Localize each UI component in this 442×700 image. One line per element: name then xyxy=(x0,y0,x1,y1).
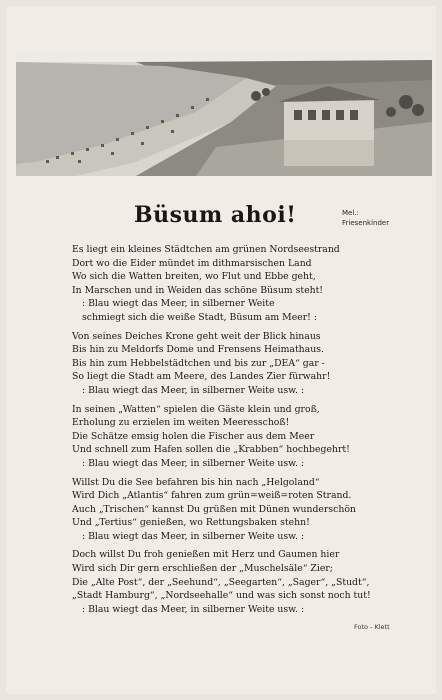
chorus-line: : Blau wiegt das Meer, in silberner Weite xyxy=(82,298,275,310)
photo-credit: Foto - Klett xyxy=(354,623,390,631)
lyric-line: Auch „Trischen“ kannst Du grüßen mit Dünen wunderschön xyxy=(72,503,356,515)
beach-photo-image xyxy=(16,52,432,176)
lyric-line: Die Schätze emsig holen die Fischer aus dem Meer xyxy=(72,430,315,442)
lyric-line: „Stadt Hamburg“, „Nordseehalle“ und was sich sonst noch tut! xyxy=(72,590,371,602)
chorus-line: : Blau wiegt das Meer, in silberner Weite usw. : xyxy=(82,384,305,396)
lyric-line: Doch willst Du froh genießen mit Herz und Gaumen hier xyxy=(72,549,340,561)
song-lyrics xyxy=(72,243,422,621)
lyric-line: Wird Dich „Atlantis“ fahren zum grün=weiß=roten Strand. xyxy=(72,490,352,502)
lyric-line: Bis hin zu Meldorfs Dome und Frensens Heimathaus. xyxy=(72,344,324,356)
chorus-line: : Blau wiegt das Meer, in silberner Weite usw. : xyxy=(82,530,305,542)
lyric-line: In seinen „Watten“ spielen die Gäste klein und groß, xyxy=(72,403,320,415)
stanza xyxy=(72,330,422,398)
lyric-line: Wo sich die Watten breiten, wo Flut und Ebbe geht, xyxy=(72,271,316,283)
song-title: Büsum ahoi! xyxy=(134,202,297,228)
melody-name: Friesenkinder xyxy=(342,219,390,227)
lyric-line: Und schnell zum Hafen sollen die „Krabben“ hochbegehrt! xyxy=(72,444,350,456)
beach-photo xyxy=(16,52,432,176)
title-row xyxy=(0,196,442,240)
lyric-line: Dort wo die Eider mündet im dithmarsischen Land xyxy=(72,257,312,269)
lyric-line: Von seines Deiches Krone geht weit der Blick hinaus xyxy=(72,330,321,342)
lyric-line: Erholung zu erzielen im weiten Meeresschoß! xyxy=(72,417,290,429)
lyric-line: So liegt die Stadt am Meere, des Landes Zier fürwahr! xyxy=(72,371,331,383)
chorus-line: schmiegt sich die weiße Stadt, Büsum am Meer! : xyxy=(82,311,317,323)
stanza xyxy=(72,548,422,616)
chorus-line: : Blau wiegt das Meer, in silberner Weite usw. : xyxy=(82,603,305,615)
lyric-line: Und „Tertius“ genießen, wo Rettungsbaken stehn! xyxy=(72,517,310,529)
stanza xyxy=(72,243,422,325)
lyric-line: Willst Du die See befahren bis hin nach „Helgoland“ xyxy=(72,476,320,488)
lyric-line: Es liegt ein kleines Städtchen am grünen Nordseestrand xyxy=(72,244,340,255)
melody-note xyxy=(342,208,389,228)
lyric-line: Bis hin zum Hebbelstädtchen und bis zur „DEA“ gar - xyxy=(72,357,325,369)
lyric-line: In Marschen und in Weiden das schöne Büsum steht! xyxy=(72,284,324,296)
lyric-line: Wird sich Dir gern erschließen der „Muschelsäle“ Zier; xyxy=(72,563,333,575)
melody-label: Mel.: xyxy=(342,209,359,217)
stanza xyxy=(72,476,422,544)
lyric-line: Die „Alte Post“, der „Seehund“, „Seegarten“, „Sager“, „Studt“, xyxy=(72,576,370,588)
stanza xyxy=(72,403,422,471)
chorus-line: : Blau wiegt das Meer, in silberner Weite usw. : xyxy=(82,457,305,469)
